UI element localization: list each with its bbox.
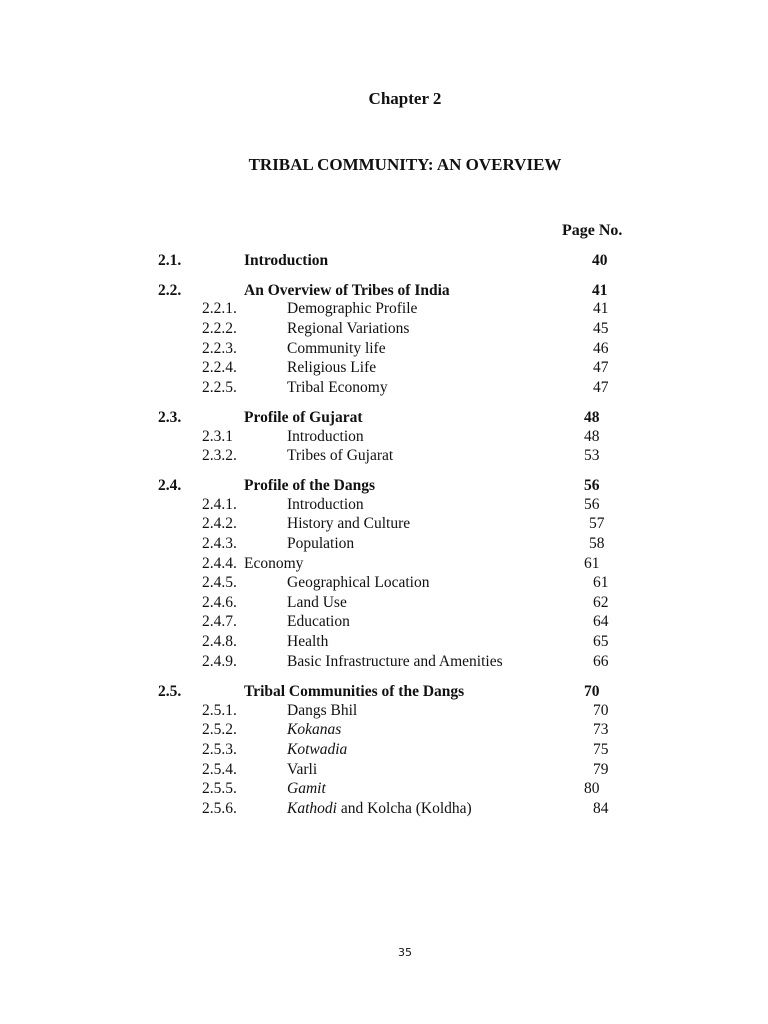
toc-entry-page: 61 xyxy=(584,555,600,572)
toc-entry-label: Tribal Communities of the Dangs xyxy=(244,683,465,700)
toc-entry-number: 2.2. xyxy=(158,282,182,299)
toc-entry-number: 2.4.4. xyxy=(202,555,237,572)
toc-entry-page: 70 xyxy=(584,683,600,700)
toc-entry-page: 64 xyxy=(593,613,609,630)
toc-entry-label: Gamit xyxy=(287,780,326,797)
toc-entry-page: 48 xyxy=(584,428,600,445)
toc-subentry xyxy=(0,339,768,359)
toc-subentry xyxy=(0,427,768,447)
toc-entry-label: An Overview of Tribes of India xyxy=(244,282,450,299)
toc-entry-page: 48 xyxy=(584,409,600,426)
toc-entry-label: Varli xyxy=(287,761,318,778)
toc-entry-label: Profile of the Dangs xyxy=(244,477,376,494)
toc-entry-number: 2.4.1. xyxy=(202,496,237,513)
toc-entry-label: Tribal Economy xyxy=(287,379,388,396)
toc-entry-page: 73 xyxy=(593,721,609,738)
toc-entry xyxy=(0,682,768,702)
toc-entry xyxy=(0,251,768,271)
toc-entry xyxy=(0,408,768,428)
toc-entry-page: 41 xyxy=(592,282,608,299)
toc-entry-page: 40 xyxy=(592,252,608,269)
toc-entry-number: 2.4. xyxy=(158,477,182,494)
toc-entry-label: Profile of Gujarat xyxy=(244,409,363,426)
toc-entry-label-rest: and Kolcha (Koldha) xyxy=(336,800,472,817)
toc-subentry xyxy=(0,358,768,378)
toc-entry-number: 2.5.5. xyxy=(202,780,237,797)
toc-entry-label: History and Culture xyxy=(287,515,411,532)
toc-entry-number: 2.5.6. xyxy=(202,800,237,817)
toc-subentry xyxy=(0,446,768,466)
toc-entry-number: 2.5.2. xyxy=(202,721,237,738)
toc-entry-number: 2.2.2. xyxy=(202,320,237,337)
toc-entry-page: 75 xyxy=(593,741,609,758)
toc-entry-page: 84 xyxy=(593,800,609,817)
chapter-heading: Chapter 2 xyxy=(368,89,442,108)
toc-subentry xyxy=(0,495,768,515)
toc-entry-label: Introduction xyxy=(287,496,364,513)
toc-subentry xyxy=(0,760,768,780)
toc-subentry xyxy=(0,632,768,652)
toc-subentry xyxy=(0,554,768,574)
toc-entry-page: 56 xyxy=(584,496,600,513)
toc-entry-label: Land Use xyxy=(287,594,347,611)
toc-entry-number: 2.3.1 xyxy=(202,428,233,445)
toc-entry-number: 2.5.1. xyxy=(202,702,237,719)
chapter-title: TRIBAL COMMUNITY: AN OVERVIEW xyxy=(248,155,562,174)
toc-entry-page: 70 xyxy=(593,702,609,719)
toc-entry-label: Tribes of Gujarat xyxy=(287,447,394,464)
page-number-column-header: Page No. xyxy=(562,222,623,239)
toc-subentry xyxy=(0,779,768,799)
toc-entry-label: Regional Variations xyxy=(287,320,410,337)
toc-entry-number: 2.3. xyxy=(158,409,182,426)
toc-entry-label: Introduction xyxy=(287,428,364,445)
toc-entry-page: 41 xyxy=(593,300,609,317)
toc-entry-label: Kotwadia xyxy=(287,741,348,758)
toc-entry-number: 2.4.6. xyxy=(202,594,237,611)
toc-entry-label: Population xyxy=(287,535,355,552)
toc-entry-page: 62 xyxy=(593,594,609,611)
toc-entry-number: 2.2.4. xyxy=(202,359,237,376)
toc-entry-page: 80 xyxy=(584,780,600,797)
toc-entry-page: 57 xyxy=(589,515,605,532)
toc-entry-page: 46 xyxy=(593,340,609,357)
toc-entry-page: 58 xyxy=(589,535,605,552)
toc-entry-label: Health xyxy=(287,633,329,650)
toc-entry-label: Dangs Bhil xyxy=(287,702,358,719)
toc-entry-number: 2.2.3. xyxy=(202,340,237,357)
toc-entry-page: 45 xyxy=(593,320,609,337)
toc-entry-page: 65 xyxy=(593,633,609,650)
toc-entry-label: Demographic Profile xyxy=(287,300,418,317)
toc-subentry xyxy=(0,740,768,760)
toc-entry-page: 47 xyxy=(593,379,609,396)
toc-subentry xyxy=(0,720,768,740)
toc-entry-number: 2.2.5. xyxy=(202,379,237,396)
toc-subentry xyxy=(0,573,768,593)
toc-subentry xyxy=(0,299,768,319)
toc-entry-number: 2.3.2. xyxy=(202,447,237,464)
toc-subentry xyxy=(0,701,768,721)
toc-entry-number: 2.2.1. xyxy=(202,300,237,317)
toc-entry xyxy=(0,281,768,301)
toc-entry-label: Education xyxy=(287,613,350,630)
toc-subentry xyxy=(0,319,768,339)
toc-entry-label: Basic Infrastructure and Amenities xyxy=(287,653,503,670)
toc-entry-page: 66 xyxy=(593,653,609,670)
toc-subentry xyxy=(0,612,768,632)
toc-entry-label: Community life xyxy=(287,340,386,357)
toc-entry-label-italic: Kathodi xyxy=(287,800,337,817)
toc-entry-number: 2.4.5. xyxy=(202,574,237,591)
toc-entry-number: 2.4.7. xyxy=(202,613,237,630)
toc-entry-number: 2.4.8. xyxy=(202,633,237,650)
toc-entry-label: Introduction xyxy=(244,252,329,269)
toc-entry-number: 2.4.9. xyxy=(202,653,237,670)
toc-entry xyxy=(0,476,768,496)
toc-subentry xyxy=(0,799,768,819)
toc-entry-number: 2.1. xyxy=(158,252,182,269)
toc-entry-page: 61 xyxy=(593,574,609,591)
page-number: 35 xyxy=(398,946,412,959)
toc-entry-page: 56 xyxy=(584,477,600,494)
toc-entry-number: 2.5.4. xyxy=(202,761,237,778)
toc-entry-page: 47 xyxy=(593,359,609,376)
toc-entry-label: Economy xyxy=(244,555,304,572)
toc-entry-label: Kokanas xyxy=(287,721,342,738)
toc-entry-number: 2.4.3. xyxy=(202,535,237,552)
toc-entry-label: Religious Life xyxy=(287,359,377,376)
toc-entry-label xyxy=(287,799,472,819)
toc-subentry xyxy=(0,514,768,534)
toc-entry-number: 2.4.2. xyxy=(202,515,237,532)
toc-entry-page: 79 xyxy=(593,761,609,778)
toc-entry-number: 2.5. xyxy=(158,683,182,700)
toc-subentry xyxy=(0,534,768,554)
toc-entry-page: 53 xyxy=(584,447,600,464)
toc-subentry xyxy=(0,652,768,672)
toc-subentry xyxy=(0,593,768,613)
toc-entry-label: Geographical Location xyxy=(287,574,430,591)
toc-subentry xyxy=(0,378,768,398)
toc-entry-number: 2.5.3. xyxy=(202,741,237,758)
